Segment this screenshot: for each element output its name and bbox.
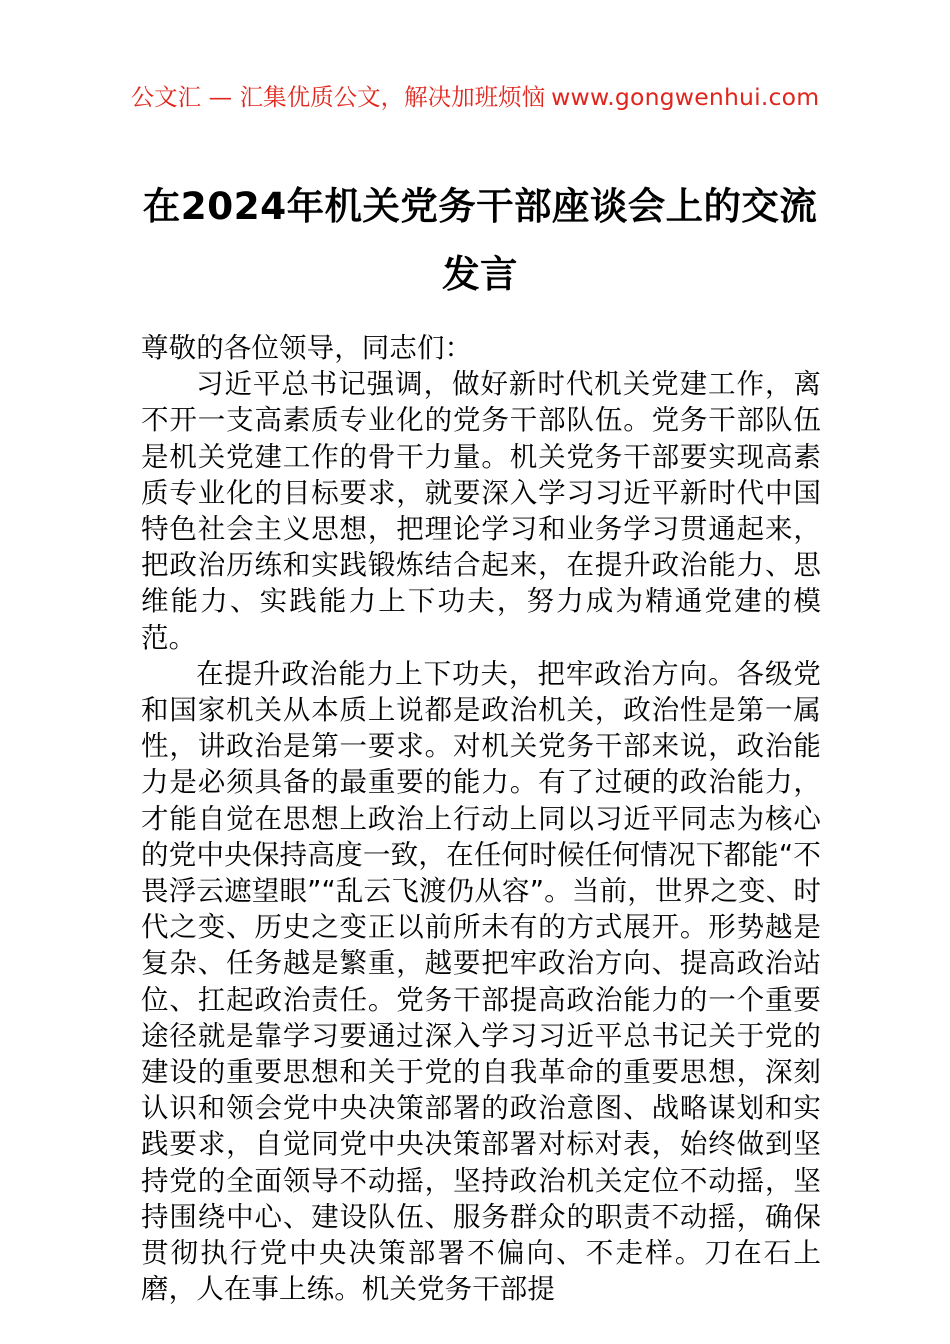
- watermark-header: [0, 78, 950, 112]
- salutation-line: 尊敬的各位领导，同志们：: [141, 332, 473, 364]
- body-paragraph-1: 习近平总书记强调，做好新时代机关党建工作，离不开一支高素质专业化的党务干部队伍。党务干部队伍是机关党建工作的骨干力量。机关党务干部要实现高素质专业化的目标要求，就要深入学习习近平新时代中国特色社会主义思想，把理论学习和业务学习贯通起来，把政治历练和实践锻炼结合起来，在提升政治能力、思维能力、实践能力上下功夫，努力成为精通党建的模范。: [141, 368, 821, 654]
- page-title: 在2024年机关党务干部座谈会上的交流发言: [142, 184, 818, 296]
- document-body: [141, 330, 821, 1307]
- watermark-url: www.gongwenhui.com: [551, 83, 820, 111]
- body-paragraph-2: 在提升政治能力上下功夫，把牢政治方向。各级党和国家机关从本质上说都是政治机关，政治性是第一属性，讲政治是第一要求。对机关党务干部来说，政治能力是必须具备的最重要的能力。有了过硬的政治能力，才能自觉在思想上政治上行动上同以习近平同志为核心的党中央保持高度一致，在任何时候任何情况下都能“不畏浮云遮望眼”“乱云飞渡仍从容”。当前，世界之变、时代之变、历史之变正以前所未有的方式展开。形势越是复杂、任务越是繁重，越要把牢政治方向、提高政治站位、扛起政治责任。党务干部提高政治能力的一个重要途径就是靠学习要通过深入学习习近平总书记关于党的建设的重要思想和关于党的自我革命的重要思想，深刻认识和领会党中央决策部署的政治意图、战略谋划和实践要求，自觉同党中央决策部署对标对表，始终做到坚持党的全面领导不动摇，坚持政治机关定位不动摇，坚持围绕中心、建设队伍、服务群众的职责不动摇，确保贯彻执行党中央决策部署不偏向、不走样。刀在石上磨，人在事上练。机关党务干部提: [141, 657, 821, 1306]
- watermark-chinese-text: 公文汇 — 汇集优质公文，解决加班烦恼: [130, 83, 546, 111]
